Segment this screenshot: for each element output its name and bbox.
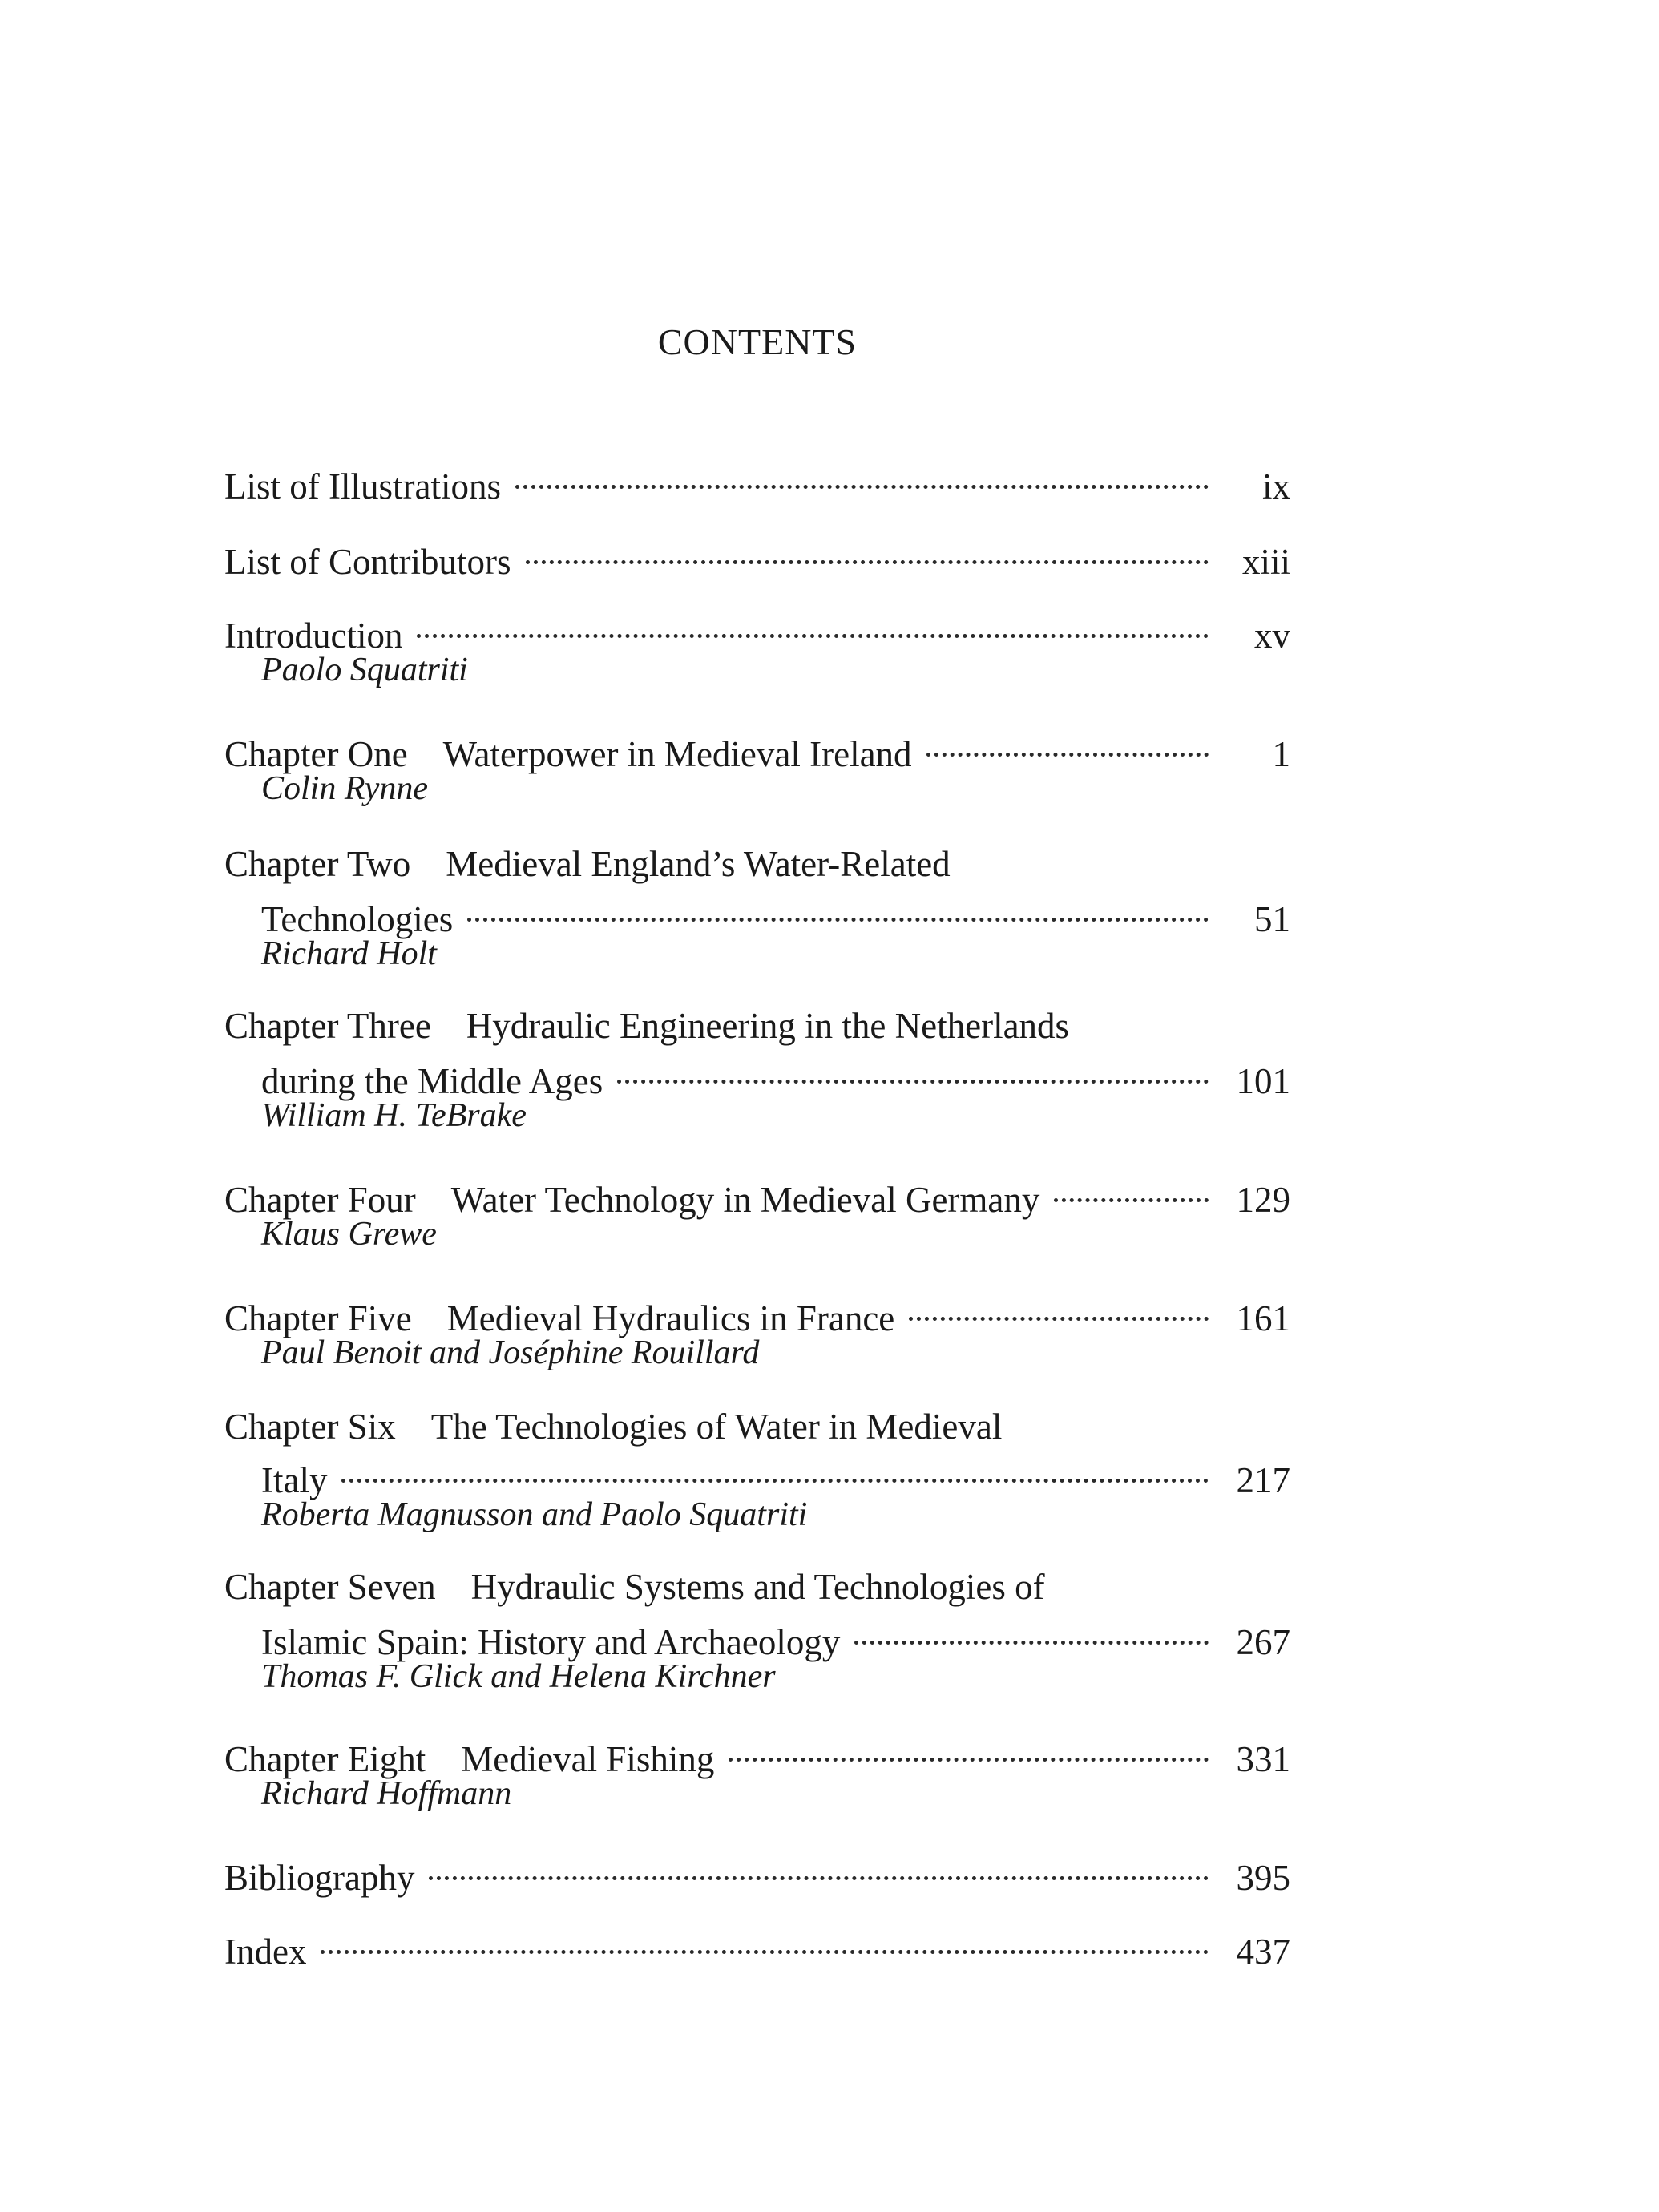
entry-title-line-2: during the Middle Ages xyxy=(261,1061,603,1101)
toc-entry-chapter-two[interactable] xyxy=(224,842,1290,886)
entry-title-line-1: The Technologies of Water in Medieval xyxy=(430,1407,1003,1447)
dot-leader xyxy=(729,1726,1209,1771)
entry-author: Klaus Grewe xyxy=(261,1216,437,1253)
toc-entry-index[interactable] xyxy=(224,1919,1290,1972)
dot-leader xyxy=(429,1845,1209,1890)
entry-title: Medieval Fishing xyxy=(461,1739,715,1779)
toc-entry-chapter-three-continued[interactable] xyxy=(261,1048,1290,1101)
entry-author: Paolo Squatriti xyxy=(261,652,468,688)
toc-entry-bibliography[interactable] xyxy=(224,1845,1290,1898)
page-number: 331 xyxy=(1236,1739,1290,1779)
chapter-label: Chapter Two xyxy=(224,844,411,884)
toc-entry-chapter-eight[interactable] xyxy=(224,1726,1290,1779)
entry-title: List of Contributors xyxy=(224,542,511,582)
entry-title: Introduction xyxy=(224,616,403,656)
entry-author: Colin Rynne xyxy=(261,770,429,807)
chapter-label: Chapter One xyxy=(224,734,408,774)
dot-leader xyxy=(467,886,1209,931)
toc-entry-list-of-contributors[interactable] xyxy=(224,529,1290,582)
toc-entry-chapter-six[interactable] xyxy=(224,1404,1290,1449)
toc-entry-chapter-one[interactable] xyxy=(224,721,1290,774)
entry-title-line-1: Hydraulic Systems and Technologies of xyxy=(470,1567,1045,1607)
toc-entry-introduction[interactable] xyxy=(224,603,1290,656)
dot-leader xyxy=(526,529,1209,574)
entry-author: Richard Holt xyxy=(261,935,437,972)
dot-leader xyxy=(1054,1167,1209,1212)
entry-author: Thomas F. Glick and Helena Kirchner xyxy=(261,1658,776,1695)
chapter-label: Chapter Four xyxy=(224,1180,416,1220)
toc-entry-chapter-five[interactable] xyxy=(224,1286,1290,1338)
page-number: 129 xyxy=(1236,1180,1290,1220)
toc-entry-chapter-two-continued[interactable] xyxy=(261,886,1290,939)
entry-title: Index xyxy=(224,1931,307,1972)
dot-leader xyxy=(417,603,1209,648)
page-number: xiii xyxy=(1241,542,1290,582)
toc-entry-chapter-three[interactable] xyxy=(224,1003,1290,1048)
entry-author: Paul Benoit and Joséphine Rouillard xyxy=(261,1334,760,1371)
toc-entry-list-of-illustrations[interactable] xyxy=(224,454,1290,507)
entry-title-line-2: Islamic Spain: History and Archaeology xyxy=(261,1622,841,1662)
chapter-label: Chapter Five xyxy=(224,1298,412,1338)
entry-title: Bibliography xyxy=(224,1858,415,1898)
page-number: 101 xyxy=(1236,1061,1290,1101)
page-number: xv xyxy=(1254,616,1290,656)
entry-title: Medieval Hydraulics in France xyxy=(446,1298,895,1338)
entry-author: Roberta Magnusson and Paolo Squatriti xyxy=(261,1496,808,1533)
chapter-label: Chapter Six xyxy=(224,1407,396,1447)
dot-leader xyxy=(909,1286,1209,1330)
toc-entry-chapter-seven-continued[interactable] xyxy=(261,1609,1290,1662)
dot-leader xyxy=(515,454,1209,499)
page-title: CONTENTS xyxy=(657,321,858,362)
entry-title-line-1: Hydraulic Engineering in the Netherlands xyxy=(466,1006,1070,1046)
page-number: ix xyxy=(1261,466,1290,507)
entry-title-line-1: Medieval England’s Water-Related xyxy=(446,844,951,884)
page-number: 395 xyxy=(1236,1858,1290,1898)
page-number: 161 xyxy=(1236,1298,1290,1338)
chapter-label: Chapter Eight xyxy=(224,1739,426,1779)
toc-entry-chapter-six-continued[interactable] xyxy=(261,1447,1290,1500)
dot-leader xyxy=(926,721,1209,766)
chapter-label: Chapter Three xyxy=(224,1006,431,1046)
page-number: 217 xyxy=(1236,1460,1290,1500)
entry-title: List of Illustrations xyxy=(224,466,501,507)
chapter-label: Chapter Seven xyxy=(224,1567,436,1607)
toc-entry-chapter-four[interactable] xyxy=(224,1167,1290,1220)
dot-leader xyxy=(341,1447,1209,1492)
entry-title-line-2: Technologies xyxy=(261,899,454,939)
entry-title: Water Technology in Medieval Germany xyxy=(450,1180,1040,1220)
entry-author: Richard Hoffmann xyxy=(261,1775,512,1812)
page-number: 267 xyxy=(1236,1622,1290,1662)
dot-leader xyxy=(321,1919,1209,1964)
toc-entry-chapter-seven[interactable] xyxy=(224,1564,1290,1609)
page-number: 1 xyxy=(1272,734,1290,774)
dot-leader xyxy=(854,1609,1209,1654)
entry-title: Waterpower in Medieval Ireland xyxy=(442,734,912,774)
page-number: 437 xyxy=(1236,1931,1290,1972)
entry-author: William H. TeBrake xyxy=(261,1097,527,1134)
dot-leader xyxy=(617,1048,1209,1093)
entry-title-line-2: Italy xyxy=(261,1460,328,1500)
page-number: 51 xyxy=(1254,899,1290,939)
